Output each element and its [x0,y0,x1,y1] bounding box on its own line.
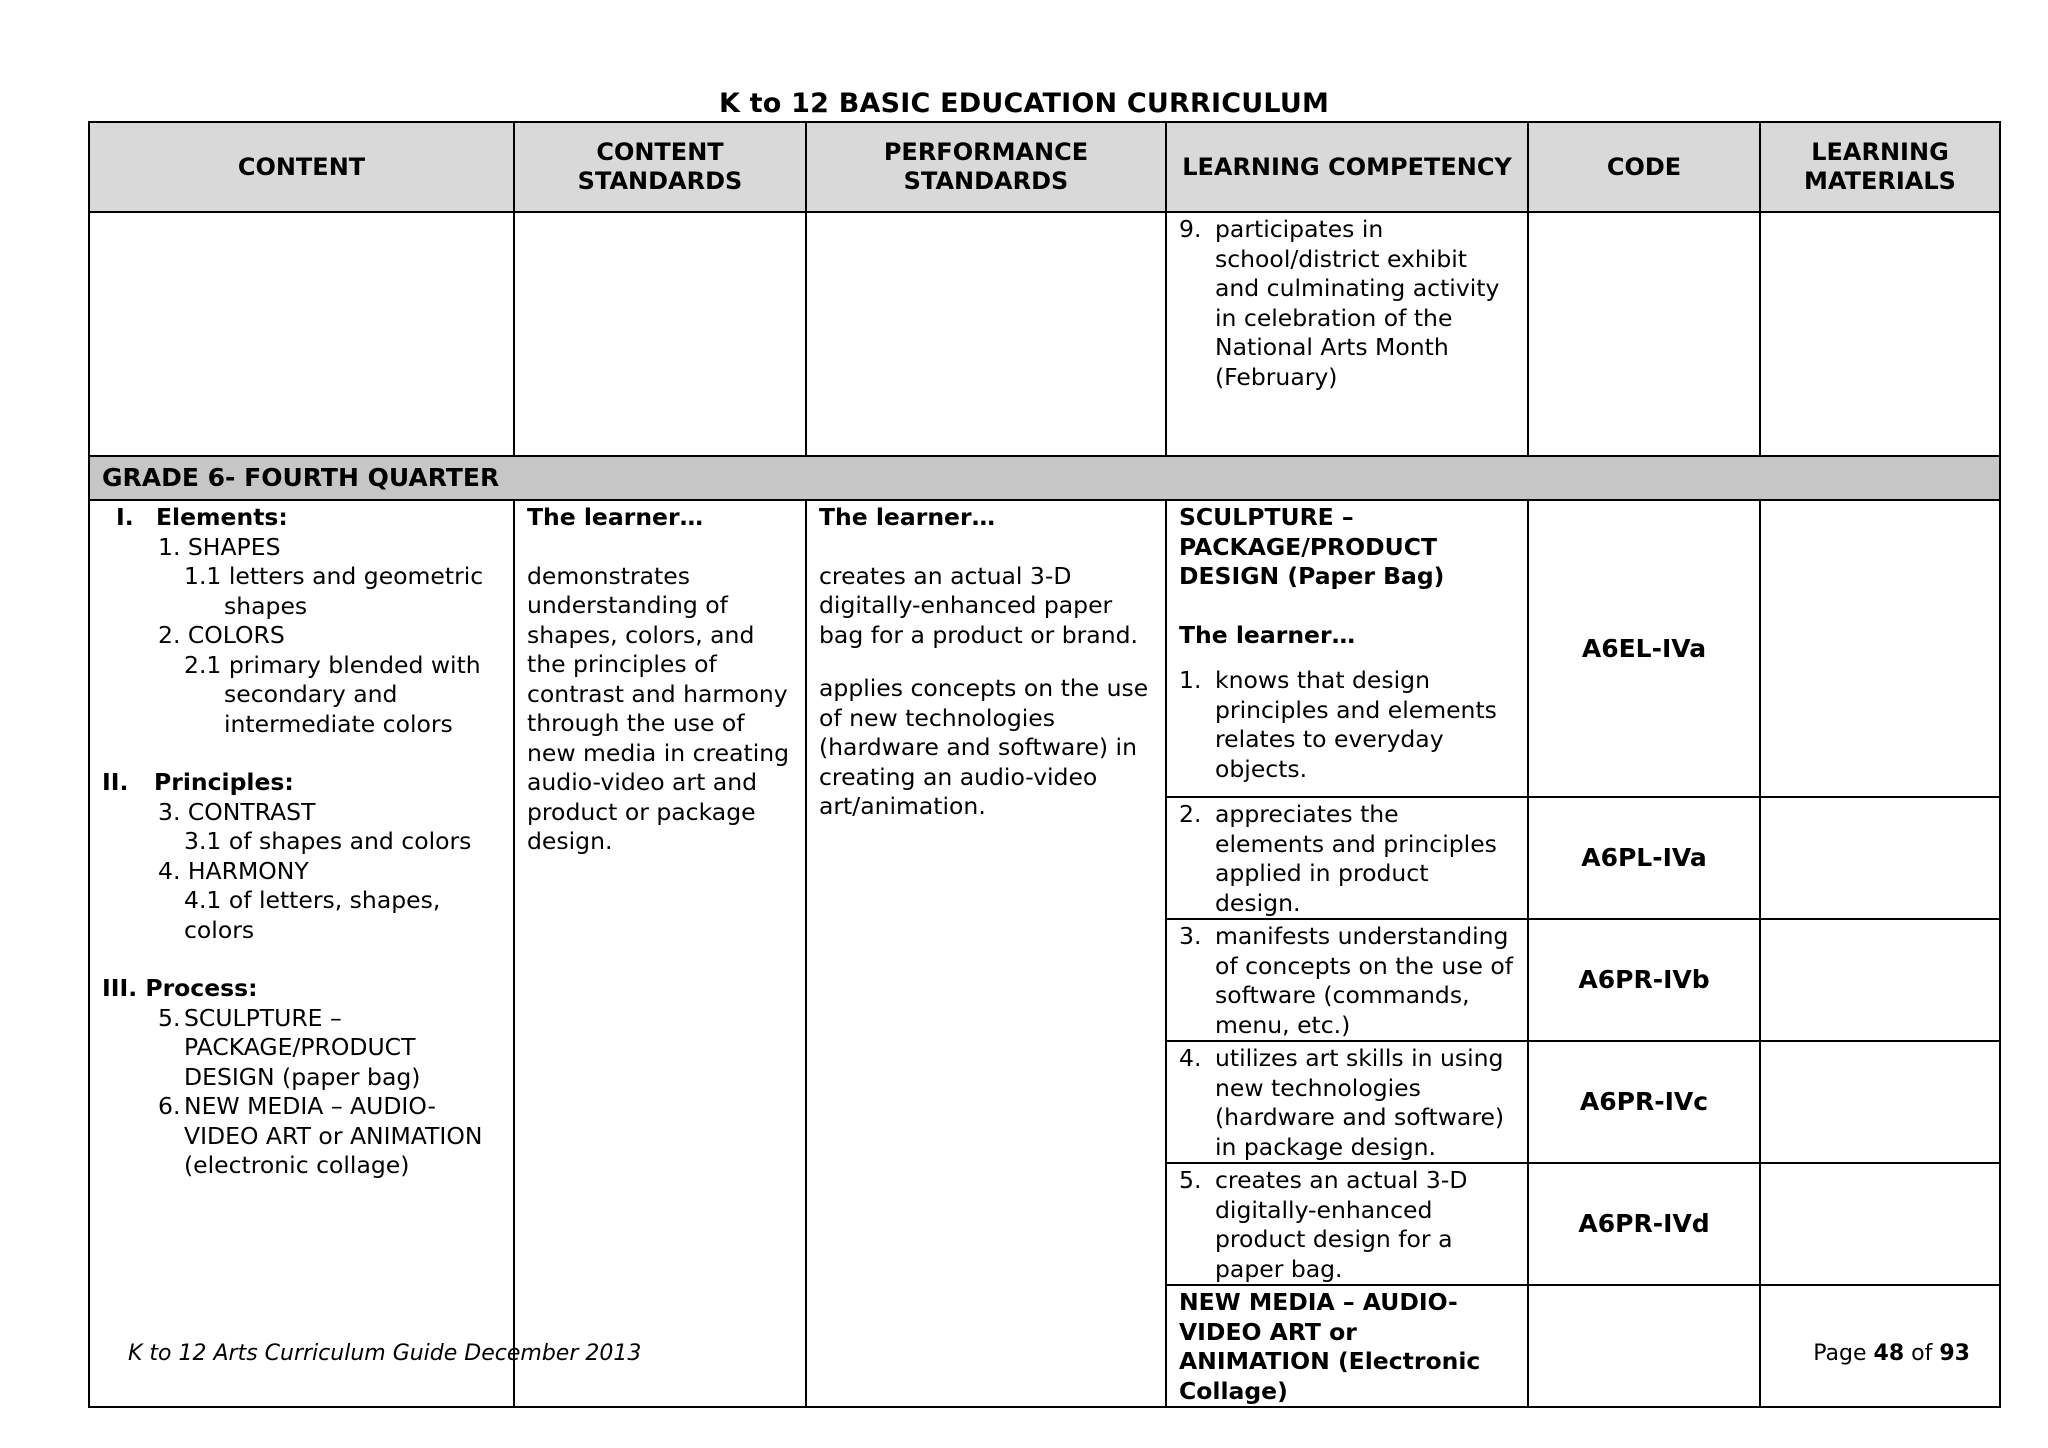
materials-cell [1760,212,2000,456]
competency-cell [1166,500,1528,797]
elements-heading: I. Elements: [116,503,288,531]
performance-standards-cell [806,500,1166,1407]
competency-item: 9. participates in school/district exhibit and culminating activity in celebration of the National Arts Month (February) [1179,215,1500,391]
competency-row-1 [89,500,2000,797]
content-sub-item: 1.1 letters and geometric shapes [184,562,484,620]
competency-cell [1166,1041,1528,1163]
competency-item: 4. utilizes art skills in using new technologies (hardware and software) in package design. [1179,1044,1505,1161]
empty-cell [89,212,514,456]
competency-heading: SCULPTURE – PACKAGE/PRODUCT DESIGN (Paper Bag) [1179,503,1445,590]
materials-cell [1760,500,2000,797]
content-sub-item: 4.1 of letters, shapes, colors [184,886,441,944]
materials-cell [1760,1041,2000,1163]
header-code: CODE [1528,122,1760,212]
header-row [89,122,2000,212]
header-learning-materials: LEARNING MATERIALS [1760,122,2000,212]
content-item: 1. SHAPES [158,532,281,561]
competency-cell [1166,919,1528,1041]
document-title: K to 12 BASIC EDUCATION CURRICULUM [718,88,1330,119]
code-cell: A6EL-IVa [1528,500,1760,797]
empty-cell [806,212,1166,456]
competency-item: 2. appreciates the elements and principles applied in product design. [1179,800,1497,917]
competency-cell [1166,797,1528,919]
principles-heading: II. Principles: [102,768,294,796]
code-cell: A6PR-IVb [1528,919,1760,1041]
competency-cell [1166,212,1528,456]
carryover-row [89,212,2000,456]
materials-cell [1760,919,2000,1041]
new-media-heading: NEW MEDIA – AUDIO-VIDEO ART or ANIMATION (Electronic Collage) [1179,1288,1481,1405]
page-number: Page 48 of 93 [1813,1341,1970,1366]
content-item: 3. CONTRAST [158,797,316,826]
content-sub-item: 2.1 primary blended with secondary and intermediate colors [184,650,481,738]
content-sub-item: 3.1 of shapes and colors [184,827,472,855]
code-cell: A6PR-IVc [1528,1041,1760,1163]
content-standards-cell [514,500,806,1407]
learner-lead: The learner… [819,503,996,531]
competency-item: 3. manifests understanding of concepts on the use of software (commands, menu, etc.) [1179,922,1514,1039]
materials-cell [1760,1163,2000,1285]
grade-row [89,456,2000,500]
header-learning-competency: LEARNING COMPETENCY [1166,122,1528,212]
content-item: 2. COLORS [158,621,285,649]
learner-lead: The learner… [527,503,704,531]
code-cell: A6PL-IVa [1528,797,1760,919]
header-performance-standards: PERFORMANCE STANDARDS [806,122,1166,212]
performance-standards-text: creates an actual 3-D digitally-enhanced paper bag for a product or brand. [819,561,1138,649]
grade-label: GRADE 6- FOURTH QUARTER [89,456,2000,500]
content-item: 6. NEW MEDIA – AUDIO-VIDEO ART or ANIMATION (electronic collage) [158,1092,483,1179]
materials-cell [1760,797,2000,919]
content-item: 5. SCULPTURE – PACKAGE/PRODUCT DESIGN (paper bag) [158,1003,421,1091]
footer-guide-label: K to 12 Arts Curriculum Guide December 2013 [128,1341,642,1366]
performance-standards-text: applies concepts on the use of new technologies (hardware and software) in creating an audio-video art/animation. [819,674,1149,820]
code-cell: A6PR-IVd [1528,1163,1760,1285]
header-content: CONTENT [89,122,514,212]
header-content-standards: CONTENT STANDARDS [514,122,806,212]
process-heading: III. Process: [102,974,258,1002]
code-cell [1528,212,1760,456]
empty-cell [514,212,806,456]
content-item: 4. HARMONY [158,856,309,885]
content-cell [89,500,514,1407]
learner-lead: The learner… [1179,620,1356,649]
competency-cell [1166,1163,1528,1285]
curriculum-table [88,121,2001,1408]
content-standards-text: demonstrates understanding of shapes, colors, and the principles of contrast and harmony through the use of new media in creating audio-video art and product or package design. [527,561,790,855]
competency-cell [1166,1285,1528,1407]
competency-item: 5. creates an actual 3-D digitally-enhanced product design for a paper bag. [1179,1166,1468,1283]
competency-item: 1. knows that design principles and elements relates to everyday objects. [1179,666,1497,783]
code-cell [1528,1285,1760,1407]
